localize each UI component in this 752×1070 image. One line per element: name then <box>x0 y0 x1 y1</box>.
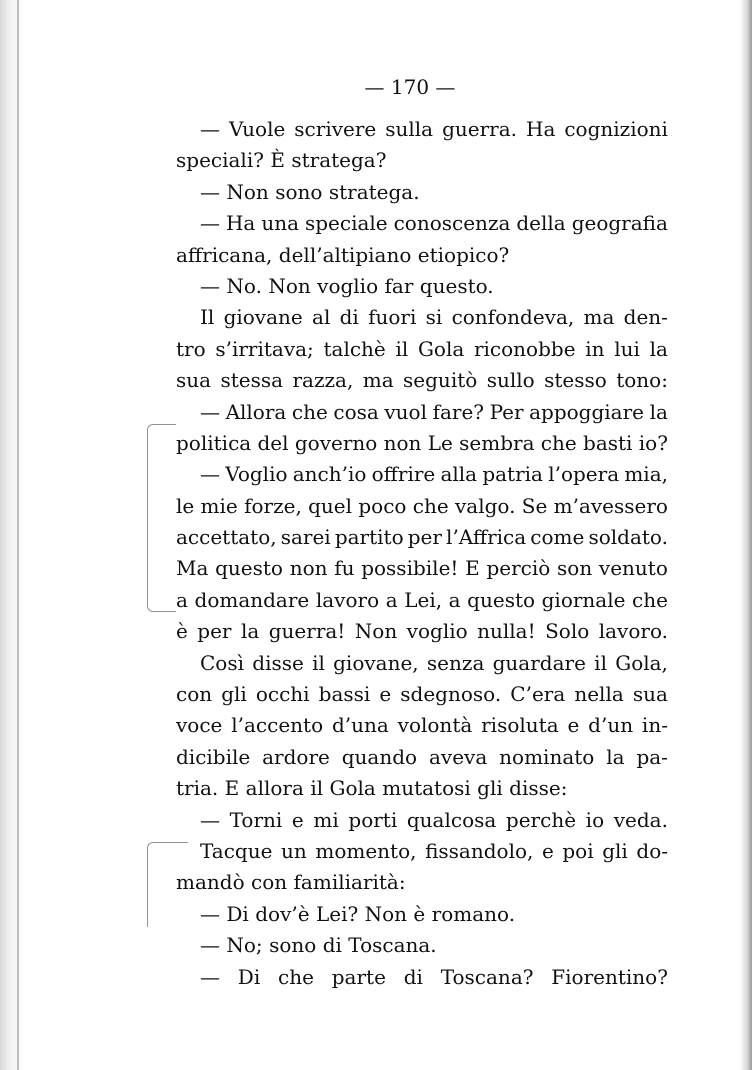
word: pa- <box>636 744 668 769</box>
word: si <box>425 305 443 330</box>
word: stesso <box>544 368 607 393</box>
word: dov’è <box>255 901 310 926</box>
word: nella <box>574 682 624 707</box>
word: stessa <box>220 368 284 393</box>
word: con <box>251 870 288 895</box>
word: sua <box>632 682 668 707</box>
word: Gola <box>329 776 376 801</box>
word: nominato <box>499 744 595 769</box>
word: l’accento <box>231 713 324 738</box>
word: — <box>200 273 220 298</box>
text-line <box>176 459 668 490</box>
word: porti <box>348 807 398 832</box>
word: affricana, <box>176 242 273 267</box>
word: l’Affrica <box>446 525 527 550</box>
word: l’opera <box>548 462 620 487</box>
text-line <box>176 302 668 333</box>
word: venuto <box>598 556 668 581</box>
word: Non <box>268 273 311 298</box>
word: dicibile <box>176 744 251 769</box>
word: Gola <box>417 336 465 361</box>
word: familiarità: <box>293 870 406 895</box>
word: della <box>516 211 566 236</box>
word: Per <box>489 399 524 424</box>
word: accettato, <box>176 525 277 550</box>
word: giornale <box>541 587 626 612</box>
word: momento, <box>315 838 417 863</box>
word: — <box>200 399 220 424</box>
word: le <box>176 493 195 518</box>
word: gli <box>477 776 503 801</box>
word: voce <box>176 713 223 738</box>
word: forze, <box>244 493 302 518</box>
word: Non <box>354 619 398 644</box>
word: un <box>281 838 307 863</box>
word: romano. <box>431 901 516 926</box>
word: domandare <box>194 587 310 612</box>
word: occhi <box>255 682 310 707</box>
word: s’irritava; <box>215 336 314 361</box>
word: Così <box>200 650 245 675</box>
text-line <box>176 365 668 396</box>
text-line <box>176 805 668 836</box>
word: gli <box>221 682 247 707</box>
page-left-edge-shadow <box>0 0 26 1070</box>
text-line <box>176 428 668 459</box>
word: No. <box>226 273 262 298</box>
word: anch’io <box>292 462 367 487</box>
word: per <box>197 619 232 644</box>
word: Le <box>427 430 453 455</box>
word: conoscenza <box>393 211 511 236</box>
word: appoggiare <box>529 399 645 424</box>
word: Di <box>226 901 249 926</box>
word: È <box>270 148 285 173</box>
text-line <box>176 334 668 365</box>
page-left-edge-line <box>17 0 19 1070</box>
word: — <box>200 964 220 989</box>
word: Toscana. <box>348 933 437 958</box>
word: disse <box>252 650 304 675</box>
word: Ha <box>225 211 256 236</box>
word: lavoro <box>315 587 380 612</box>
word: quel <box>308 493 353 518</box>
word: patria <box>482 462 543 487</box>
word: partito <box>334 525 404 550</box>
word: giovane <box>223 305 303 330</box>
word: cosa <box>333 399 379 424</box>
word: veda. <box>613 807 668 832</box>
word: Lei? <box>315 901 359 926</box>
word: — <box>200 211 220 236</box>
word: questo <box>467 587 536 612</box>
word: bassi <box>318 682 371 707</box>
word: mia, <box>624 462 668 487</box>
word: la <box>649 399 668 424</box>
word: voglio <box>406 619 468 644</box>
word: — <box>200 901 220 926</box>
word: di <box>339 305 359 330</box>
word: sono <box>275 179 323 204</box>
word: vuol <box>384 399 427 424</box>
word: che <box>278 964 314 989</box>
word: il <box>594 650 607 675</box>
word: No; <box>226 933 263 958</box>
text-line <box>176 114 668 145</box>
word: son <box>557 556 593 581</box>
word: guardare <box>492 650 586 675</box>
word: non <box>383 430 422 455</box>
word: Non <box>226 179 269 204</box>
word: volontà <box>397 713 473 738</box>
word: lui <box>614 336 640 361</box>
word: al <box>312 305 331 330</box>
word: sulla <box>385 117 434 141</box>
text-line <box>176 836 668 867</box>
word: è <box>176 619 188 644</box>
word: cognizioni <box>564 117 668 141</box>
word: di <box>403 964 423 989</box>
pencil-margin-bracket <box>147 424 176 612</box>
word: il <box>312 650 325 675</box>
word: poi <box>562 838 594 863</box>
word: come <box>530 525 585 550</box>
text-line <box>176 397 668 428</box>
word: guerra. <box>442 117 518 141</box>
text-line <box>176 930 668 961</box>
text-line <box>176 867 668 898</box>
word: m’avessero <box>553 493 668 518</box>
word: tono: <box>616 368 668 393</box>
text-line <box>176 177 668 208</box>
word: in <box>585 336 605 361</box>
word: non <box>289 556 328 581</box>
word: d’una <box>331 713 389 738</box>
word: è <box>413 901 426 926</box>
page-right-edge-shadow <box>740 0 752 1070</box>
word: disse: <box>509 776 568 801</box>
page-number: — 170 — <box>364 75 456 99</box>
word: stratega. <box>328 179 420 204</box>
word: Solo <box>545 619 590 644</box>
word: Di <box>237 964 261 989</box>
word: la <box>606 744 625 769</box>
word: confondeva, <box>451 305 575 330</box>
word: riconobbe <box>473 336 576 361</box>
word: che <box>412 493 449 518</box>
word: alla <box>440 462 478 487</box>
word: senza <box>426 650 485 675</box>
word: E <box>224 776 240 801</box>
body-text <box>176 114 668 993</box>
word: E <box>465 556 480 581</box>
word: seguitò <box>403 368 478 393</box>
word: il <box>310 776 324 801</box>
word: geografia <box>571 211 668 236</box>
word: e <box>291 807 304 832</box>
text-line <box>176 522 668 553</box>
word: tria. <box>176 776 219 801</box>
word: — <box>200 462 220 487</box>
word: possibile! <box>361 556 459 581</box>
word: Voglio <box>225 462 288 487</box>
word: fissandolo, <box>425 838 534 863</box>
word: do- <box>636 838 668 863</box>
word: a <box>448 587 461 612</box>
word: sullo <box>486 368 535 393</box>
word: Il <box>200 305 215 330</box>
word: Toscana? <box>440 964 534 989</box>
word: aveva <box>428 744 488 769</box>
text-line <box>176 616 668 647</box>
word: — <box>200 807 220 832</box>
word: io <box>585 807 605 832</box>
word: speciale <box>304 211 388 236</box>
word: Non <box>364 901 408 926</box>
word: Torni <box>229 807 283 832</box>
word: perchè <box>505 807 577 832</box>
word: nulla! <box>477 619 536 644</box>
word: guerra! <box>268 619 346 644</box>
text-line <box>176 899 668 930</box>
word: den- <box>623 305 668 330</box>
text-line <box>176 679 668 710</box>
word: ardore <box>262 744 330 769</box>
word: di <box>322 933 342 958</box>
word: ma <box>362 368 394 393</box>
text-line <box>176 773 668 804</box>
word: — <box>200 933 220 958</box>
word: perciò <box>486 556 551 581</box>
word: risoluta <box>481 713 559 738</box>
word: il <box>395 336 409 361</box>
word: mi <box>313 807 339 832</box>
word: tro <box>176 336 206 361</box>
word: allora <box>245 776 304 801</box>
word: che <box>291 399 328 424</box>
text-line <box>176 585 668 616</box>
word: per <box>407 525 442 550</box>
word: sono <box>269 933 317 958</box>
word: dell’altipiano <box>278 242 412 267</box>
word: Lei, <box>404 587 443 612</box>
text-line <box>176 648 668 679</box>
word: politica <box>176 430 252 455</box>
word: governo <box>294 430 378 455</box>
word: qualcosa <box>406 807 497 832</box>
text-line <box>176 145 668 176</box>
word: scrivere <box>294 117 377 141</box>
text-line <box>176 271 668 302</box>
word: mutatosi <box>382 776 471 801</box>
word: con <box>176 682 213 707</box>
word: Se <box>521 493 548 518</box>
text-line <box>176 208 668 239</box>
word: fare? <box>432 399 485 424</box>
word: parte <box>331 964 386 989</box>
text-line <box>176 553 668 584</box>
word: talchè <box>323 336 386 361</box>
word: Vuole <box>228 117 286 141</box>
word: in- <box>641 713 668 738</box>
word: la <box>649 336 668 361</box>
text-line <box>176 710 668 741</box>
text-line <box>176 742 668 773</box>
word: a <box>385 587 398 612</box>
word: Ma <box>176 556 209 581</box>
word: offrire <box>371 462 436 487</box>
word: del <box>257 430 289 455</box>
word: — <box>200 179 220 204</box>
word: — <box>200 117 220 141</box>
word: Ha <box>526 117 556 141</box>
word: una <box>261 211 299 236</box>
word: basti <box>583 430 633 455</box>
word: sua <box>176 368 212 393</box>
word: mandò <box>176 870 245 895</box>
word: soldato. <box>588 525 668 550</box>
word: sembra <box>459 430 535 455</box>
word: sarei <box>280 525 331 550</box>
word: a <box>176 587 188 612</box>
word: questo <box>215 556 283 581</box>
word: Tacque <box>200 838 273 863</box>
word: mie <box>200 493 238 518</box>
word: questo. <box>419 273 494 298</box>
word: la <box>240 619 260 644</box>
word: voglio <box>317 273 379 298</box>
word: e <box>567 713 580 738</box>
word: che <box>632 587 668 612</box>
word: io? <box>638 430 668 455</box>
text-line <box>176 240 668 271</box>
word: fuori <box>368 305 417 330</box>
word: d’un <box>588 713 634 738</box>
word: Gola, <box>615 650 668 675</box>
word: speciali? <box>176 148 264 173</box>
word: valgo. <box>454 493 516 518</box>
word: e <box>379 682 392 707</box>
word: quando <box>341 744 418 769</box>
word: sdegnoso. <box>400 682 502 707</box>
word: far <box>384 273 414 298</box>
text-line <box>176 491 668 522</box>
word: Allora <box>225 399 287 424</box>
word: razza, <box>292 368 354 393</box>
word: ma <box>583 305 615 330</box>
word: etiopico? <box>417 242 510 267</box>
word: stratega? <box>291 148 387 173</box>
word: giovane, <box>333 650 419 675</box>
word: gli <box>602 838 628 863</box>
word: C’era <box>510 682 566 707</box>
word: poco <box>358 493 407 518</box>
word: lavoro. <box>598 619 668 644</box>
text-line <box>176 962 668 993</box>
word: fu <box>334 556 355 581</box>
word: Fiorentino? <box>551 964 668 989</box>
word: e <box>541 838 554 863</box>
word: che <box>540 430 577 455</box>
